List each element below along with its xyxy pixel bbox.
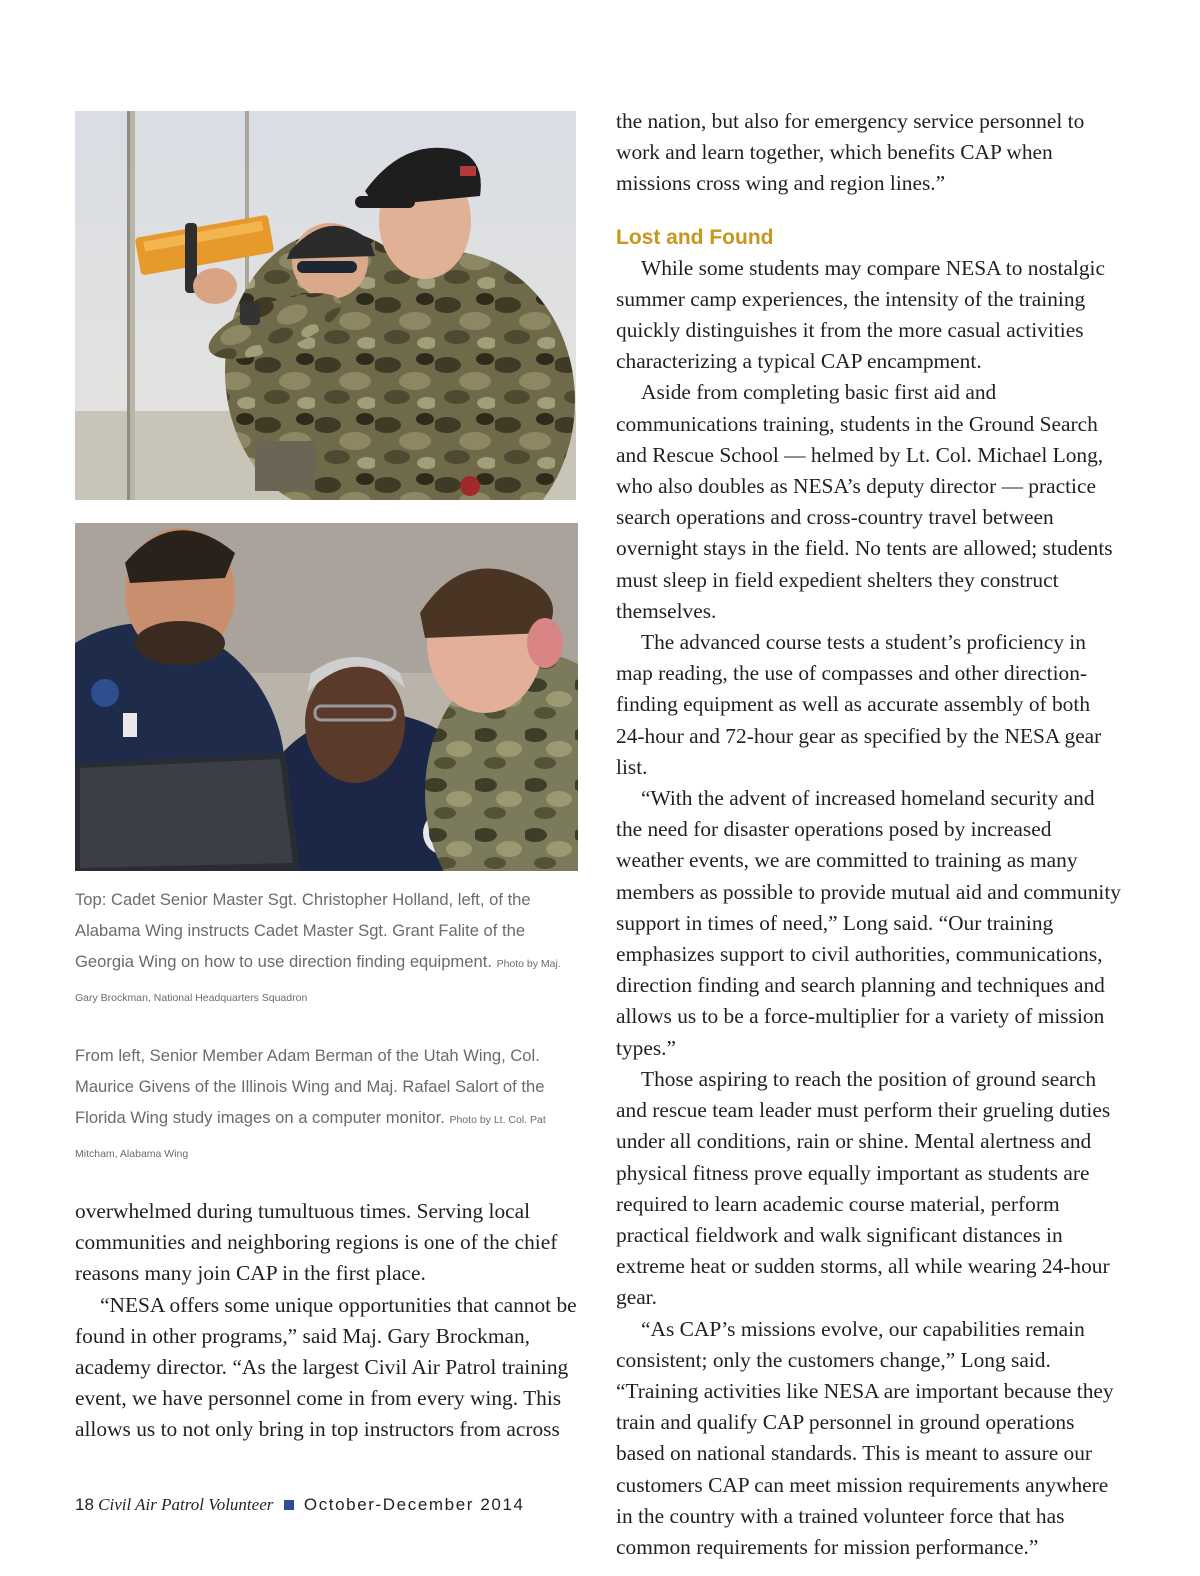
body-paragraph: “As CAP’s missions evolve, our capabilities remain consistent; only the customers change,” Long said. “Training activities like NESA are important because they train and qualify CAP personnel in ground operations based on national standards. This is meant to assure our customers CAP can meet mission requirements anywhere in the country with a trained volunteer force that has common requirements for mission performance.” bbox=[616, 1316, 1114, 1559]
caption-bottom-text: From left, Senior Member Adam Berman of the Utah Wing, Col. Maurice Givens of the Illinois Wing and Maj. Rafael Salort of the Florida Wing study images on a computer monitor. bbox=[75, 1046, 545, 1127]
publication-title: Civil Air Patrol Volunteer bbox=[98, 1495, 274, 1514]
right-column-body bbox=[616, 106, 1122, 1563]
photo-caption-bottom bbox=[75, 1040, 580, 1170]
body-paragraph: Those aspiring to reach the position of ground search and rescue team leader must perform their grueling duties under all conditions, rain or shine. Mental alertness and physical fitness prove equally important as students are required to learn academic course material, perform practical fieldwork and walk significant distances in extreme heat or sudden storms, all while wearing 24-hour gear. bbox=[616, 1066, 1111, 1310]
body-paragraph: overwhelmed during tumultuous times. Serving local communities and neighboring regions is one of the chief reasons many join CAP in the first place. bbox=[75, 1199, 558, 1286]
page-number: 18 bbox=[75, 1495, 94, 1514]
left-column-body bbox=[75, 1196, 578, 1446]
section-heading: Lost and Found bbox=[616, 225, 774, 249]
caption-top-credit: Photo by Maj. Gary Brockman, National Headquarters Squadron bbox=[75, 958, 561, 1004]
body-paragraph: “NESA offers some unique opportunities that cannot be found in other programs,” said Maj. Gary Brockman, academy director. “As the largest Civil Air Patrol training event, we have personnel come in from every wing. This allows us to not only bring in top instructors from across bbox=[75, 1292, 577, 1442]
caption-bottom-credit: Photo by Lt. Col. Pat Mitcham, Alabama Wing bbox=[75, 1114, 546, 1160]
photo-computer-monitor-study bbox=[75, 523, 578, 871]
photo-monitor-illustration bbox=[75, 523, 578, 871]
photo-direction-finding-cadets bbox=[75, 111, 576, 500]
body-paragraph: “With the advent of increased homeland security and the need for disaster operations posed by increased weather events, we are committed to training as many members as possible to provide mutual aid and community support in times of need,” Long said. “Our training emphasizes support to civil authorities, communications, direction finding and search planning and techniques and allows us to be a force-multiplier for a variety of mission types.” bbox=[616, 786, 1121, 1060]
body-paragraph: While some students may compare NESA to nostalgic summer camp experiences, the intensity of the training quickly distinguishes it from the more casual activities characterizing a typical CAP encampment. bbox=[616, 255, 1105, 374]
body-paragraph-continuation: the nation, but also for emergency service personnel to work and learn together, which benefits CAP when missions cross wing and region lines.” bbox=[616, 109, 1085, 196]
photo-caption-top bbox=[75, 884, 580, 1014]
body-paragraph: The advanced course tests a student’s proficiency in map reading, the use of compasses and other direction-finding equipment as well as accurate assembly of both 24-hour and 72-hour gear as specified by the NESA gear list. bbox=[616, 630, 1102, 779]
caption-top-text: Top: Cadet Senior Master Sgt. Christopher Holland, left, of the Alabama Wing instructs Cadet Master Sgt. Grant Falite of the Georgia Wing on how to use direction finding equipment. bbox=[75, 890, 531, 971]
photo-cadets-illustration bbox=[75, 111, 576, 500]
square-bullet-icon bbox=[284, 1500, 294, 1510]
issue-date: October-December 2014 bbox=[303, 1495, 525, 1514]
body-paragraph: Aside from completing basic first aid and communications training, students in the Ground Search and Rescue School — helmed by Lt. Col. Michael Long, who also doubles as NESA’s deputy director — practice search operations and cross-country travel between overnight stays in the field. No tents are allowed; students must sleep in field expedient shelters they construct themselves. bbox=[616, 380, 1113, 623]
page-footer bbox=[75, 1495, 525, 1515]
